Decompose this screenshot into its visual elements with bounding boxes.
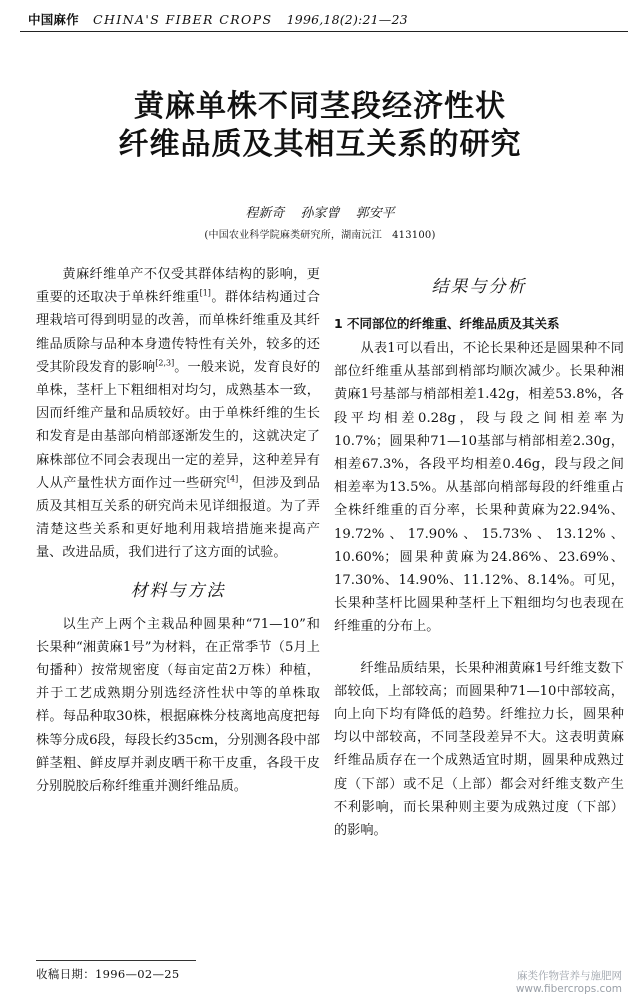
journal-issue-pages: 1996,18(2):21—23 (286, 12, 408, 27)
article-title (0, 88, 640, 164)
author-name: 郭安平 (355, 206, 395, 221)
intro-paragraph (36, 263, 320, 565)
article-title-line-1: 黄麻单株不同茎段经济性状 (134, 89, 506, 124)
author-name: 孙家曾 (300, 206, 340, 221)
journal-name-cn: 中国麻作 (28, 12, 79, 27)
journal-name-en: CHINA'S FIBER CROPS (93, 12, 273, 27)
results-paragraph-1: 从表1可以看出，不论长果种还是圆果种不同部位纤维重从基部到梢部均顺次减少。长果种湘黄麻1号基部与梢部相差1.42g，相差53.8%，各段平均相差0.28g，段与段之间相差率为10.7%；圆果种71—10基部与梢部相差2.30g，相差67.3%，各段平均相差0.46g，段与段之间相差率为13.5%。从基部向梢部每段的纤维重占全株纤维重的百分率，长果种黄麻为22.94%、19.72%、17.90%、15.73%、13.12%、10.60%；圆果种黄麻为24.86%、23.69%、17.30%、14.90%、11.12%、8.14%。可见，长果种茎杆比圆果种茎杆上下粗细均匀也表现在纤维重的分布上。 (334, 341, 624, 635)
citation-ref: [1] (199, 288, 211, 298)
intro-text: 。群体结构通过合理栽培可得到明显的改善，而单株纤维重及其纤维品质除与品种本身遗传特性有关外，较多的还受其阶段发育的影响 (36, 290, 320, 375)
right-column (334, 263, 624, 842)
journal-header (28, 10, 620, 28)
methods-heading: 材料与方法 (130, 580, 226, 601)
intro-text: 。一般来说，发育良好的单株，茎杆上下粗细相对均匀，成熟基本一致，因而纤维产量和品质较好。由于单株纤维的生长和发育是由基部向梢部逐渐发生的，这就决定了麻株部位不同会表现出一定的差异，这种差异有人从产量性状方面作过一些研究 (36, 359, 321, 491)
intro-text: ，但涉及到品质及其相互关系的研究尚未见详细报道。为了弄清楚这些关系和更好地利用栽培措施来提高产量、改进品质，我们进行了这方面的试验。 (36, 475, 320, 561)
citation-ref: [2,3] (155, 358, 175, 368)
footer-rule (36, 960, 196, 961)
site-watermark (516, 970, 622, 996)
citation-ref: [4] (226, 474, 239, 484)
results-heading: 结果与分析 (431, 277, 527, 297)
received-date: 收稿日期：1996—02—25 (36, 967, 180, 981)
author-list (0, 202, 640, 221)
watermark-line-2: www.fibercrops.com (515, 983, 622, 995)
author-affiliation: (中国农业科学院麻类研究所，湖南沅江 413100) (204, 230, 436, 241)
methods-paragraph: 以生产上两个主栽品种圆果种“71—10”和长果种“湘黄麻1号”为材料，在正常季节（5月上旬播种）按常规密度（每亩定苗2万株）种植，并于工艺成熟期分别选经济性状中等的单株取样。每品种取30株，根据麻株分枝离地高度把每株等分成6段，每段长约35cm，分别测各段中部鲜茎粗、鲜皮厚并剥皮晒干称干皮重，各段干皮分别脱胶后称纤维重并测纤维品质。 (36, 616, 320, 795)
header-rule (20, 31, 628, 32)
author-name: 程新奇 (245, 206, 285, 221)
results-subheading: 1 不同部位的纤维重、纤维品质及其关系 (334, 316, 560, 331)
intro-text: 黄麻纤维单产不仅受其群体结构的影响，更重要的还取决于单株纤维重 (36, 267, 320, 306)
results-paragraph-2: 纤维品质结果，长果种湘黄麻1号纤维支数下部较低，上部较高；而圆果种71—10中部较高，向上向下均有降低的趋势。纤维拉力长，圆果种均以中部较高，不同茎段差异不大。这表明黄麻纤维品质存在一个成熟适宜时期，圆果种成熟过度（下部）或不足（上部）都会对纤维支数产生不利影响，而长果种则主要为成熟过度（下部）的影响。 (334, 660, 624, 839)
article-title-line-2: 纤维品质及其相互关系的研究 (118, 127, 522, 162)
watermark-line-1: 麻类作物营养与施肥网 (517, 970, 622, 982)
left-column (36, 263, 320, 798)
